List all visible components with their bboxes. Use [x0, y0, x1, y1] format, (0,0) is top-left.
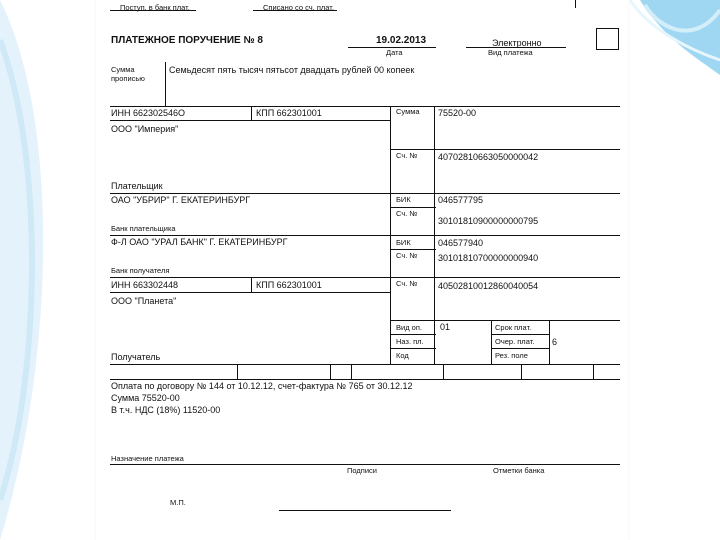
purpose-code-label: Наз. пл. [396, 337, 424, 346]
tax-field-divider-1 [237, 364, 238, 379]
term-line [491, 334, 549, 335]
debited-label: Списано со сч. плат. [263, 3, 334, 12]
payer-account: 40702810663050000042 [438, 152, 539, 162]
payee-account-label: Сч. № [396, 279, 418, 288]
amount-words-divider [165, 62, 166, 106]
codes-divider [491, 320, 492, 364]
right-swoosh-decoration [620, 0, 720, 540]
payer-bank-name: ОАО "УБРИР" Г. ЕКАТЕРИНБУРГ [111, 195, 251, 205]
payee-bank-name: Ф-Л ОАО "УРАЛ БАНК" Г. ЕКАТЕРИНБУРГ [111, 237, 288, 247]
op-type-value: 01 [440, 322, 451, 332]
payment-type: Электронно [492, 38, 542, 48]
payee-bank-account-label: Сч. № [396, 251, 418, 260]
term-label: Срок плат. [495, 323, 532, 332]
tax-fields-bottom-line [110, 379, 620, 380]
purpose-label: Назначение платежа [111, 454, 184, 463]
reserve-label: Рез. поле [495, 351, 528, 360]
left-swoosh-decoration [0, 0, 100, 540]
payee-bank-line [110, 277, 620, 278]
purpose-bottom-line [110, 464, 620, 465]
status-box [596, 28, 619, 50]
amount-words: Семьдесят пять тысяч пятьсот двадцать рублей 00 копеек [169, 65, 415, 75]
tax-fields-top-line [110, 364, 620, 365]
payee-label: Получатель [111, 352, 161, 362]
sum-value: 75520-00 [438, 108, 477, 118]
payee-inn-kpp-divider [251, 277, 252, 292]
payer-bank-account-label: Сч. № [396, 209, 418, 218]
payer-bank-account: 30101810900000000795 [438, 216, 539, 226]
payee-inn-line [110, 292, 390, 293]
payee-bank-bik-label: БИК [396, 238, 411, 247]
stamp-label: М.П. [170, 498, 186, 507]
payer-label: Плательщик [111, 181, 163, 191]
payer-kpp: КПП 662301001 [256, 108, 322, 118]
payee-account: 40502810012860040054 [438, 281, 539, 291]
tax-field-divider-3 [351, 364, 352, 379]
payer-bank-line [110, 235, 620, 236]
date-label: Дата [386, 48, 403, 57]
tax-field-divider-2 [330, 364, 331, 379]
document-title: ПЛАТЕЖНОЕ ПОРУЧЕНИЕ № 8 [111, 35, 263, 46]
amount-words-label: Сумма прописью [111, 65, 145, 83]
payee-bik-line [390, 249, 436, 250]
payee-kpp: КПП 662301001 [256, 280, 322, 290]
codes-top-line [390, 320, 620, 321]
inn-line [110, 120, 390, 121]
purpose-line-3: В т.ч. НДС (18%) 11520-00 [111, 405, 221, 415]
purpose-line-1: Оплата по договору № 144 от 10.12.12, счет-фактура № 765 от 30.12.12 [111, 381, 413, 391]
code-label: Код [396, 351, 409, 360]
document-date: 19.02.2013 [376, 35, 427, 46]
form-code-box [575, 0, 576, 8]
tax-field-divider-5 [521, 364, 522, 379]
purpose-line-2: Сумма 75520-00 [111, 393, 180, 403]
section-line [110, 106, 620, 107]
order-label: Очер. плат. [495, 337, 535, 346]
tax-field-divider-4 [443, 364, 444, 379]
payer-name: ООО "Империя" [111, 124, 179, 134]
signature-line [279, 510, 451, 511]
payer-account-label: Сч. № [396, 151, 418, 160]
codes-divider-right [549, 320, 550, 364]
payee-bank-account: 30101810700000000940 [438, 253, 539, 263]
payer-inn: ИНН 662302546О [111, 108, 186, 118]
payee-bank-label: Банк получателя [111, 266, 170, 275]
sum-line [390, 149, 620, 150]
inn-kpp-divider [251, 106, 252, 120]
sum-label: Сумма [396, 107, 420, 116]
payer-bank-bik-label: БИК [396, 195, 411, 204]
bank-marks-label: Отметки банка [493, 466, 545, 475]
payee-name: ООО "Планета" [111, 296, 177, 306]
payer-bank-label: Банк плательщика [111, 224, 176, 233]
bik-line [390, 207, 436, 208]
payee-inn: ИНН 663302448 [111, 280, 179, 290]
op-type-label: Вид оп. [396, 323, 422, 332]
signatures-label: Подписи [347, 466, 377, 475]
payer-line [110, 193, 620, 194]
purpose-code-line [390, 348, 436, 349]
payer-bank-bik: 046577795 [438, 195, 484, 205]
payment-type-label: Вид платежа [488, 48, 533, 57]
op-type-line [390, 334, 436, 335]
received-label: Поступ. в банк плат. [120, 3, 190, 12]
order-line [491, 348, 549, 349]
payee-bank-bik: 046577940 [438, 238, 484, 248]
tax-field-divider-6 [593, 364, 594, 379]
order-value: 6 [552, 337, 558, 347]
